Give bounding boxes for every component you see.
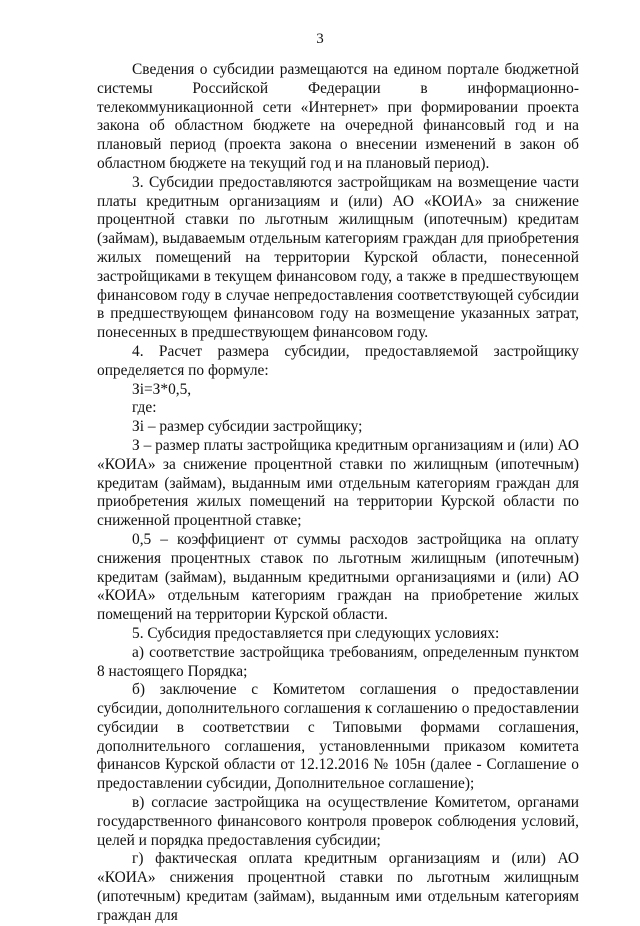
formula-where: где: (132, 399, 157, 417)
condition-a: а) соответствие застройщика требованиям, определенным пунктом 8 настоящего Порядка; (97, 643, 579, 680)
paragraph-item-3: 3. Субсидии предоставляются застройщикам на возмещение части платы кредитным организациям и (или) АО «КОИА» за снижение процентной ставки по льготным жилищным (ипотечным) кредитам (займам), выдаваемым отдельным категориям граждан для приобретения жилых помещений на территории Курской области, понесенной застройщиками в текущем финансовом году, а также в предшествующем финансовом году в случае непредоставления соответствующей субсидии в предшествующем финансовом году на возмещение указанных затрат, понесенных в предшествующем финансовом году. (97, 173, 579, 342)
page-number: 3 (316, 31, 324, 47)
document-body (97, 61, 579, 926)
condition-v: в) согласие застройщика на осуществление Комитетом, органами государственного финансового контроля проверок соблюдения условий, целей и порядка предоставления субсидии; (97, 794, 579, 849)
paragraph-item-5: 5. Субсидия предоставляется при следующих условиях: (132, 624, 500, 642)
condition-b: б) заключение с Комитетом соглашения о предоставлении субсидии, дополнительного соглашения к соглашению о предоставлении субсидии в соответствии с Типовыми формами соглашения, дополнительного соглашения, установленными приказом комитета финансов Курской области от 12.12.2016 № 105н (далее - Соглашение о предоставлении субсидии, Дополнительное соглашение); (97, 681, 579, 793)
formula-def-zi: Зі – размер субсидии застройщику; (132, 418, 363, 436)
formula-def-z: З – размер платы застройщика кредитным организациям и (или) АО «КОИА» за снижение процентной ставки по жилищным (ипотечным) кредитам (займам), выданным ими отдельным категориям граждан для приобретения жилых помещений на территории Курской области по сниженной процентной ставке; (97, 436, 579, 530)
paragraph-item-4: 4. Расчет размера субсидии, предоставляемой застройщику определяется по формуле: (97, 342, 579, 379)
condition-g: г) фактическая оплата кредитным организациям и (или) АО «КОИА» снижения процентной ставки по льготным жилищным (ипотечным) кредитам (займам), выданным ими отдельным категориям граждан для (97, 850, 579, 924)
paragraph-subsidy-info: Сведения о субсидии размещаются на едином портале бюджетной системы Российской Федерации в информационно-телекоммуникационной сети «Интернет» при формировании проекта закона об областном бюджете на очередной финансовый год и на плановый период (проекта закона о внесении изменений в закон об областном бюджете на текущий год и на плановый период). (97, 61, 579, 172)
formula-def-coefficient: 0,5 – коэффициент от суммы расходов застройщика на оплату снижения процентных ставок по льготным жилищным (ипотечным) кредитам (займам), выданным кредитными организациями и (или) АО «КОИА» отдельным категориям граждан на приобретение жилых помещений на территории Курской области. (97, 530, 579, 624)
formula: Зі=З*0,5, (132, 380, 192, 398)
